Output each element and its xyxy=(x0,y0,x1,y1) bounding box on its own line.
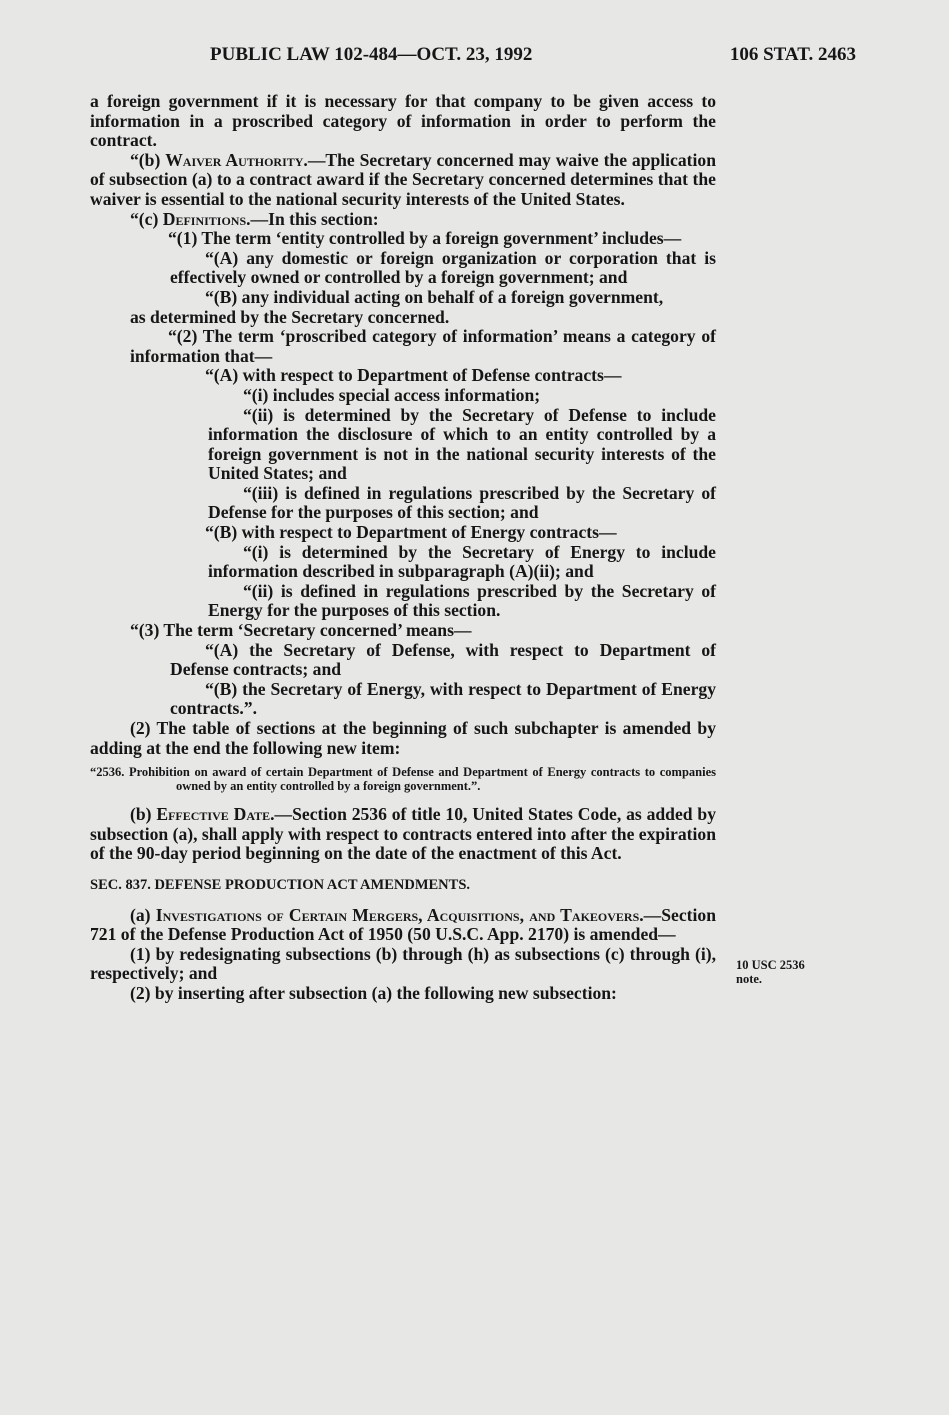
subsection-heading: Effective Date xyxy=(156,804,271,825)
definition-1-a: “(A) any domestic or foreign organization or corporation that is effectively owned or controlled by a foreign government; and xyxy=(170,247,716,288)
paragraph-investigations: (a) Investigations of Certain Mergers, Acquisitions, and Takeovers.—Section 721 of the Defense Production Act of 1950 (50 U.S.C. App. 2170) is amended— xyxy=(90,904,716,945)
table-of-sections-item: “2536. Prohibition on award of certain Department of Defense and Department of Energy contracts to companies owned by an entity controlled by a foreign government.”. xyxy=(90,765,716,793)
definition-3: “(3) The term ‘Secretary concerned’ means— xyxy=(130,620,472,641)
definition-1: “(1) The term ‘entity controlled by a foreign government’ includes— xyxy=(168,228,682,249)
statute-page-number: 106 STAT. 2463 xyxy=(729,44,856,65)
law-citation: PUBLIC LAW 102-484—OCT. 23, 1992 xyxy=(210,44,533,65)
paragraph-waiver-authority: “(b) Waiver Authority.—The Secretary concerned may waive the application of subsection (a) to a contract award if the Secretary concerned determines that the waiver is essential to the national security interests of the United States. xyxy=(90,149,716,209)
definition-1-b: “(B) any individual acting on behalf of a foreign government, xyxy=(205,286,664,307)
section-heading: SEC. 837. DEFENSE PRODUCTION ACT AMENDMENTS. xyxy=(90,876,471,893)
definition-3-b: “(B) the Secretary of Energy, with respect to Department of Energy contracts.”. xyxy=(170,678,716,719)
definition-1-closing: as determined by the Secretary concerned. xyxy=(130,306,450,327)
subsection-heading: Investigations of Certain Mergers, Acquisitions, and Takeovers xyxy=(155,904,640,925)
definition-2-a-ii: “(ii) is determined by the Secretary of Defense to include information the disclosure of which to an entity controlled by a foreign government is not in the national security interests of the United States; and xyxy=(208,404,716,484)
definition-2-b-ii: “(ii) is defined in regulations prescribed by the Secretary of Energy for the purposes of this section. xyxy=(208,580,716,621)
margin-note-label: note. xyxy=(736,972,763,986)
document-body xyxy=(90,92,716,1004)
definition-2-a-i: “(i) includes special access information; xyxy=(243,384,541,405)
definition-2-a-iii: “(iii) is defined in regulations prescribed by the Secretary of Defense for the purposes of this section; and xyxy=(208,482,716,523)
margin-note xyxy=(736,958,846,986)
paragraph-definitions: “(c) Definitions.—In this section: xyxy=(130,208,379,229)
subsection-heading: Definitions xyxy=(162,208,247,229)
amendment-item-2: (2) by inserting after subsection (a) the following new subsection: xyxy=(130,982,617,1003)
amendment-item-1: (1) by redesignating subsections (b) through (h) as subsections (c) through (i), respectively; and xyxy=(90,943,716,984)
definition-2-b: “(B) with respect to Department of Energy contracts— xyxy=(205,522,617,543)
table-amendment-paragraph: (2) The table of sections at the beginning of such subchapter is amended by adding at the end the following new item: xyxy=(90,718,716,758)
definition-3-a: “(A) the Secretary of Defense, with respect to Department of Defense contracts; and xyxy=(170,639,716,680)
paragraph-effective-date: (b) Effective Date.—Section 2536 of title 10, United States Code, as added by subsection (a), shall apply with respect to contracts entered into after the expiration of the 90-day period beginning on the date of the enactment of this Act. xyxy=(90,804,716,864)
subsection-heading: Waiver Authority xyxy=(165,149,304,170)
definition-2-a: “(A) with respect to Department of Defense contracts— xyxy=(205,365,622,386)
paragraph-continuation: a foreign government if it is necessary for that company to be given access to information in a proscribed category of information in order to perform the contract. xyxy=(90,91,716,151)
definition-2: “(2) The term ‘proscribed category of information’ means a category of information that— xyxy=(130,326,716,366)
page-header xyxy=(90,44,856,74)
definition-2-b-i: “(i) is determined by the Secretary of Energy to include information described in subparagraph (A)(ii); and xyxy=(208,541,716,582)
margin-note-citation: 10 USC 2536 xyxy=(736,958,805,972)
